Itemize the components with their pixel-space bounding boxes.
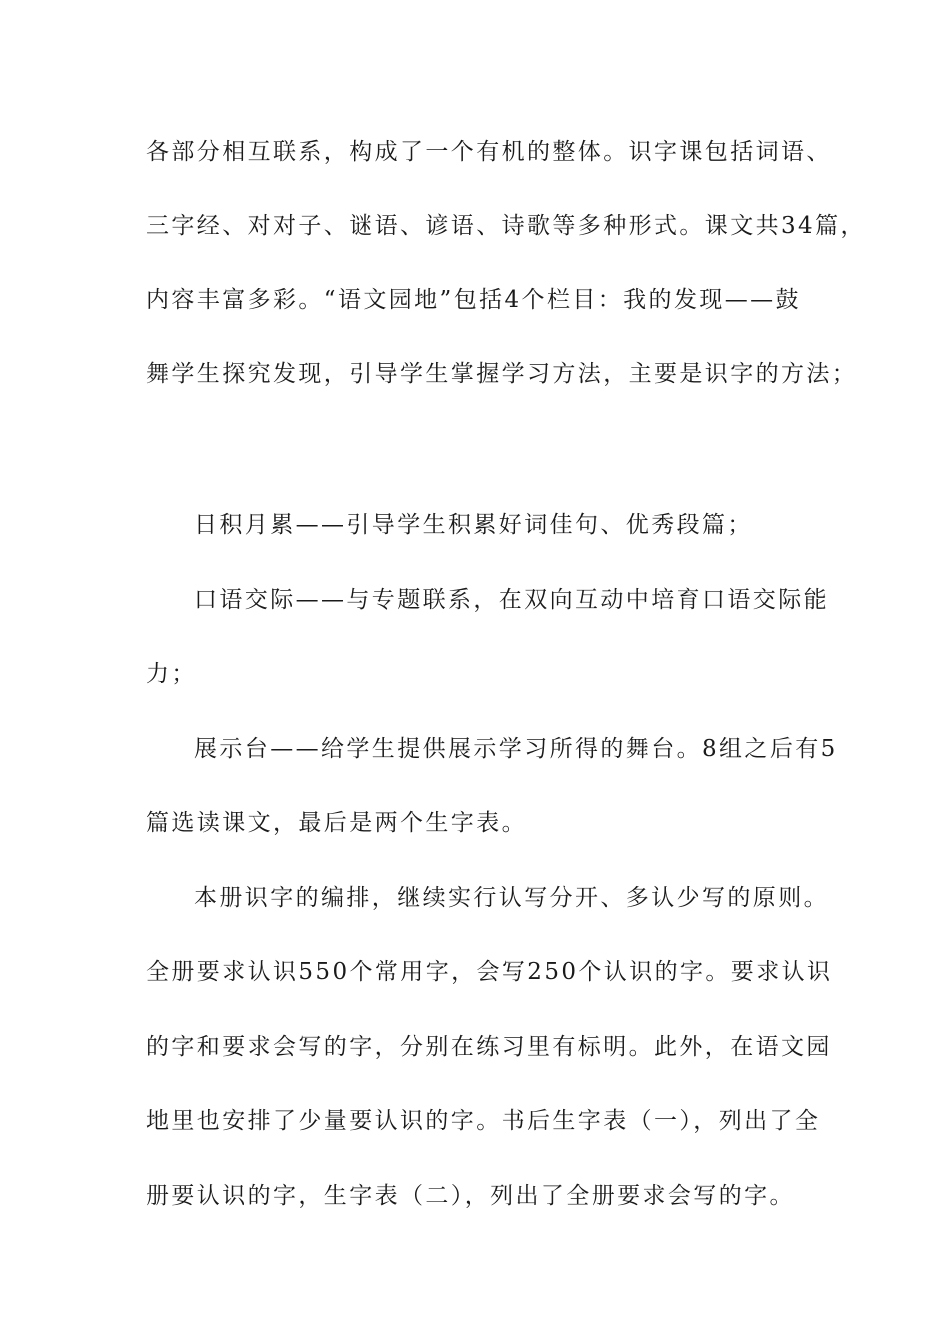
text-line-10: 本册识字的编排，继续实行认写分开、多认少写的原则。: [194, 885, 829, 911]
text-line-2: 三字经、对对子、谜语、谚语、诗歌等多种形式。课文共34篇，: [146, 213, 866, 239]
text-line-14: 册要认识的字，生字表（二），列出了全册要求会写的字。: [146, 1183, 795, 1209]
text-line-1: 各部分相互联系，构成了一个有机的整体。识字课包括词语、: [146, 139, 832, 165]
text-line-13: 地里也安排了少量要认识的字。书后生字表（一），列出了全: [146, 1108, 821, 1134]
text-line-3: 内容丰富多彩。“语文园地”包括4个栏目：我的发现——鼓: [146, 287, 801, 313]
text-line-8: 展示台——给学生提供展示学习所得的舞台。8组之后有5: [194, 736, 838, 762]
text-line-6: 口语交际——与专题联系，在双向互动中培育口语交际能: [194, 587, 829, 613]
text-line-11: 全册要求认识550个常用字，会写250个认识的字。要求认识: [146, 959, 833, 985]
text-line-12: 的字和要求会写的字，分别在练习里有标明。此外，在语文园: [146, 1034, 832, 1060]
text-line-9: 篇选读课文，最后是两个生字表。: [146, 810, 527, 836]
text-line-4: 舞学生探究发现，引导学生掌握学习方法，主要是识字的方法；: [146, 361, 858, 387]
text-line-7: 力；: [146, 661, 197, 687]
text-line-5: 日积月累——引导学生积累好词佳句、优秀段篇；: [194, 512, 753, 538]
